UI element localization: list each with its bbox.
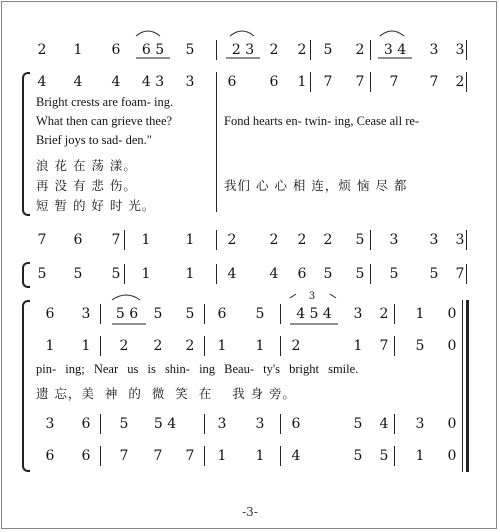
lyric-zh-line-2: 再 没 有 悲 伤。 xyxy=(36,178,137,193)
note: 6 xyxy=(217,306,227,322)
system-bracket xyxy=(22,72,30,216)
note: 2 xyxy=(227,232,237,248)
barline xyxy=(466,230,467,250)
note: 1 xyxy=(45,338,55,354)
barline xyxy=(370,230,371,250)
note: 5 xyxy=(185,42,195,58)
note: 2 xyxy=(455,74,465,90)
slurs-row-1 xyxy=(0,0,500,60)
note: 0 xyxy=(447,448,457,464)
note: 7 xyxy=(389,74,399,90)
note: 0 xyxy=(447,306,457,322)
barline xyxy=(370,40,371,60)
note: 5 xyxy=(353,448,363,464)
note: 4 5 4 xyxy=(296,306,332,322)
note: 1 xyxy=(81,338,91,354)
note: 4 xyxy=(269,266,279,282)
note: 6 xyxy=(269,74,279,90)
note: 5 6 xyxy=(115,306,139,322)
note: 0 xyxy=(447,416,457,432)
lyric-en-right: Fond hearts en- twin- ing, Cease all re- xyxy=(224,114,420,128)
barline xyxy=(394,336,395,356)
note: 5 xyxy=(111,266,121,282)
note: 7 xyxy=(119,448,129,464)
barline xyxy=(100,336,101,356)
note: 2 xyxy=(269,232,279,248)
note: 3 xyxy=(217,416,227,432)
barline xyxy=(204,446,205,466)
barline xyxy=(310,72,311,92)
note: 4 xyxy=(73,74,83,90)
barline xyxy=(216,230,217,250)
note: 6 xyxy=(81,416,91,432)
note: 3 xyxy=(389,232,399,248)
note: 5 xyxy=(255,306,265,322)
note: 5 4 xyxy=(153,416,177,432)
barline xyxy=(216,40,217,60)
note: 5 xyxy=(323,266,333,282)
note: 4 xyxy=(379,416,389,432)
note: 5 xyxy=(119,416,129,432)
note: 6 xyxy=(81,448,91,464)
note: 1 xyxy=(217,338,227,354)
note: 2 xyxy=(37,42,47,58)
note: 5 xyxy=(379,448,389,464)
note: 6 xyxy=(45,448,55,464)
note: 7 xyxy=(355,74,365,90)
note: 7 xyxy=(323,74,333,90)
barline xyxy=(466,40,467,60)
lyric-en-line-4: pin- ing; Near us is shin- ing Beau- ty's bright smile. xyxy=(36,362,359,376)
note: 3 xyxy=(81,306,91,322)
note: 2 xyxy=(379,306,389,322)
barline xyxy=(394,414,395,434)
lyric-en-line-1: Bright crests are foam- ing. xyxy=(36,95,174,109)
lyric-zh-line-4: 遗 忘，美 神 的 微 笑 在 我 身 旁。 xyxy=(36,386,297,401)
note: 3 xyxy=(255,416,265,432)
slurs-row-5 xyxy=(0,280,500,330)
barline xyxy=(466,72,467,92)
barline xyxy=(204,414,205,434)
staff-row-2 xyxy=(28,72,468,92)
barline xyxy=(216,72,217,212)
barline xyxy=(310,40,311,60)
barline xyxy=(100,304,101,324)
note: 5 xyxy=(429,266,439,282)
barline xyxy=(280,336,281,356)
note: 5 xyxy=(355,232,365,248)
note: 2 xyxy=(297,232,307,248)
barline xyxy=(370,72,371,92)
barline xyxy=(280,304,281,324)
page-number: -3- xyxy=(242,505,258,519)
note: 1 xyxy=(415,448,425,464)
note: 2 xyxy=(269,42,279,58)
barline xyxy=(204,304,205,324)
note: 5 xyxy=(73,266,83,282)
note: 5 xyxy=(355,266,365,282)
note: 6 xyxy=(111,42,121,58)
note: 3 xyxy=(185,74,195,90)
note: 7 xyxy=(379,338,389,354)
note: 7 xyxy=(185,448,195,464)
note: 5 xyxy=(353,416,363,432)
note: 5 xyxy=(323,42,333,58)
note: 7 xyxy=(111,232,121,248)
barline xyxy=(100,446,101,466)
note: 5 xyxy=(37,266,47,282)
note: 1 xyxy=(73,42,83,58)
note: 1 xyxy=(217,448,227,464)
note: 2 xyxy=(297,42,307,58)
note: 3 4 xyxy=(383,42,407,58)
note: 4 xyxy=(227,266,237,282)
note: 2 xyxy=(153,338,163,354)
note: 1 xyxy=(185,266,195,282)
note: 2 xyxy=(355,42,365,58)
barline xyxy=(280,414,281,434)
barline xyxy=(204,336,205,356)
barline xyxy=(100,414,101,434)
note: 6 xyxy=(73,232,83,248)
note: 4 xyxy=(37,74,47,90)
note: 1 xyxy=(255,338,265,354)
note: 3 xyxy=(415,416,425,432)
barline xyxy=(124,230,125,250)
note: 6 xyxy=(291,416,301,432)
note: 2 xyxy=(291,338,301,354)
note: 4 3 xyxy=(141,74,165,90)
staff-row-7 xyxy=(28,414,468,434)
note: 1 xyxy=(415,306,425,322)
note: 2 xyxy=(323,232,333,248)
note: 5 xyxy=(185,306,195,322)
barline xyxy=(394,304,395,324)
staff-row-8 xyxy=(28,446,468,466)
note: 2 xyxy=(119,338,129,354)
barline xyxy=(394,446,395,466)
note: 6 5 xyxy=(141,42,165,58)
triplet-mark: 3 xyxy=(308,291,316,302)
note: 1 xyxy=(141,232,151,248)
note: 3 xyxy=(353,306,363,322)
note: 6 xyxy=(297,266,307,282)
note: 1 xyxy=(255,448,265,464)
note: 7 xyxy=(429,74,439,90)
note: 3 xyxy=(455,42,465,58)
lyric-zh-line-1: 浪 花 在 荡 漾。 xyxy=(36,158,137,173)
note: 1 xyxy=(297,74,307,90)
barline xyxy=(280,446,281,466)
note: 3 xyxy=(45,416,55,432)
staff-row-6 xyxy=(28,336,468,356)
staff-row-3 xyxy=(28,230,468,250)
note: 3 xyxy=(429,232,439,248)
note: 1 xyxy=(353,338,363,354)
note: 1 xyxy=(185,232,195,248)
note: 4 xyxy=(291,448,301,464)
note: 7 xyxy=(37,232,47,248)
note: 6 xyxy=(227,74,237,90)
note: 4 xyxy=(111,74,121,90)
note: 7 xyxy=(455,266,465,282)
note: 3 xyxy=(429,42,439,58)
lyric-zh-right: 我们 心 心 相 连，烦 恼 尽 都 xyxy=(224,178,408,193)
note: 2 xyxy=(185,338,195,354)
note: 5 xyxy=(153,306,163,322)
note: 5 xyxy=(415,338,425,354)
note: 3 xyxy=(455,232,465,248)
lyric-en-line-2: What then can grieve thee? xyxy=(36,114,173,128)
note: 0 xyxy=(447,338,457,354)
lyric-en-line-3: Brief joys to sad- den." xyxy=(36,133,152,147)
note: 2 3 xyxy=(231,42,255,58)
note: 1 xyxy=(141,266,151,282)
note: 5 xyxy=(389,266,399,282)
note: 7 xyxy=(153,448,163,464)
note: 6 xyxy=(45,306,55,322)
lyric-zh-line-3: 短 暂 的 好 时 光。 xyxy=(36,198,156,213)
